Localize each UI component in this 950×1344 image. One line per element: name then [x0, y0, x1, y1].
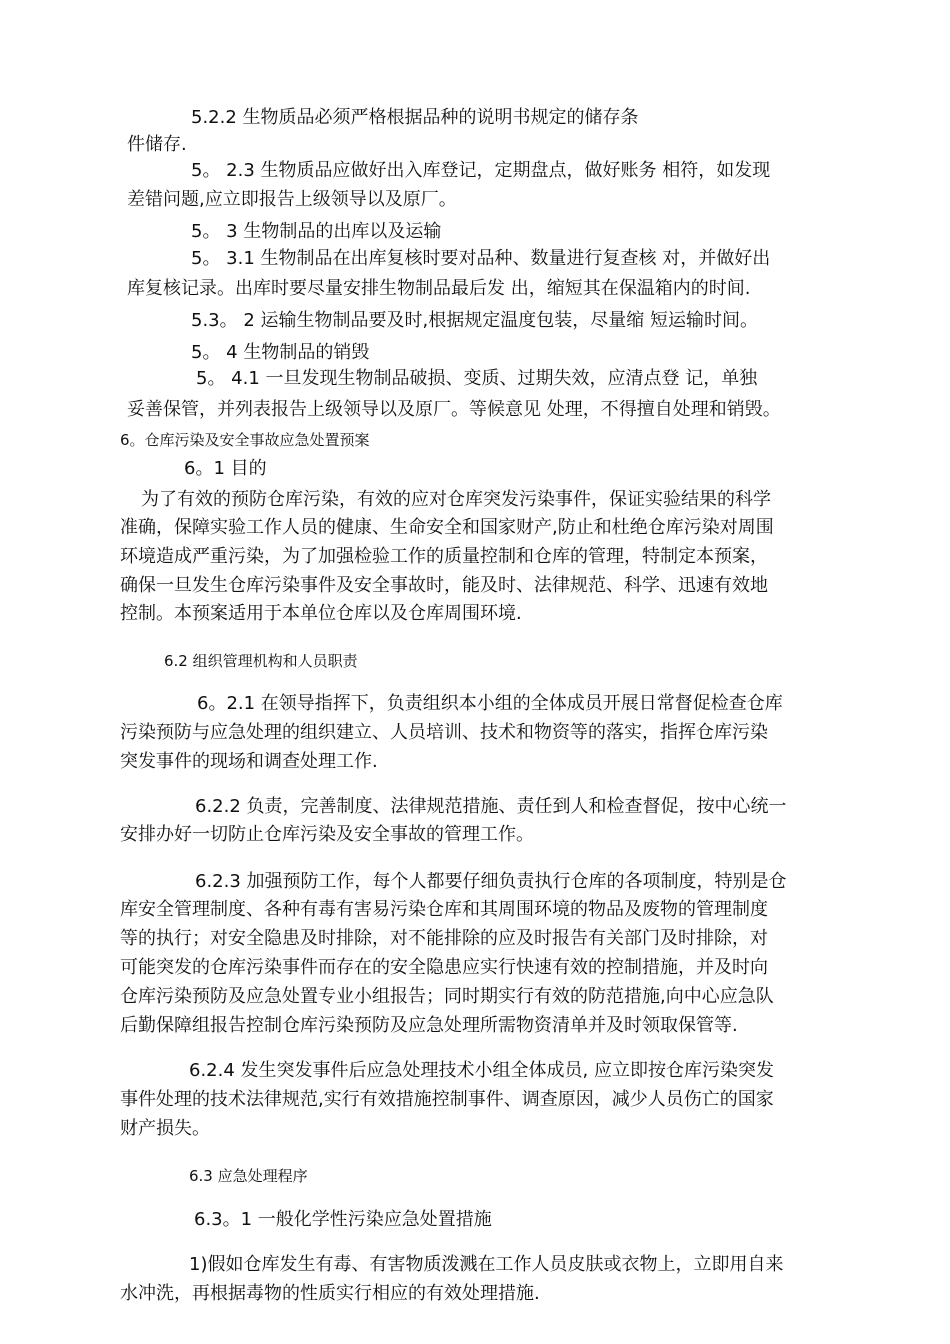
section-heading: 5。 4 生物制品的销毁: [191, 342, 370, 363]
chapter-heading: 6。仓库污染及安全事故应急处置预案: [120, 431, 370, 449]
para-line: 6.2.3 加强预防工作，每个人都要仔细负责执行仓库的各项制度，特别是仓: [195, 871, 787, 892]
para-line: 件储存.: [127, 134, 187, 155]
para-line: 1)假如仓库发生有毒、有害物质泼溅在工作人员皮肤或衣物上，立即用自来: [189, 1254, 784, 1275]
section-heading: 5。 3 生物制品的出库以及运输: [191, 221, 442, 242]
para-line: 财产损失。: [120, 1118, 210, 1139]
para-line: 可能突发的仓库污染事件而存在的安全隐患应实行快速有效的控制措施，并及时向: [120, 957, 768, 978]
para-line: 差错问题,应立即报告上级领导以及原厂。: [127, 189, 457, 210]
section-heading: 6.3 应急处理程序: [189, 1167, 308, 1185]
para-line: 等的执行；对安全隐患及时排除，对不能排除的应及时报告有关部门及时排除，对: [120, 928, 768, 949]
para-line: 库安全管理制度、各种有毒有害易污染仓库和其周围环境的物品及废物的管理制度: [120, 899, 768, 920]
para-line: 库复核记录。出库时要尽量安排生物制品最后发 出，缩短其在保温箱内的时间.: [127, 278, 751, 299]
para-line: 确保一旦发生仓库污染事件及安全事故时，能及时、法律规范、科学、迅速有效地: [120, 575, 768, 596]
para-line: 控制。本预案适用于本单位仓库以及仓库周围环境.: [120, 603, 522, 624]
section-heading: 6.2 组织管理机构和人员职责: [164, 652, 358, 670]
para-line: 仓库污染预防及应急处置专业小组报告；同时期实行有效的防范措施,向中心应急队: [120, 986, 774, 1007]
para-line: 事件处理的技术法律规范,实行有效措施控制事件、调查原因，减少人员伤亡的国家: [120, 1089, 774, 1110]
para-line: 突发事件的现场和调查处理工作.: [120, 751, 378, 772]
para-line: 5.3。 2 运输生物制品要及时,根据规定温度包装，尽量缩 短运输时间。: [191, 310, 758, 331]
para-line: 环境造成严重污染，为了加强检验工作的质量控制和仓库的管理，特制定本预案，: [120, 546, 768, 567]
para-line: 5.2.2 生物质品必须严格根据品种的说明书规定的储存条: [191, 107, 639, 128]
para-line: 后勤保障组报告控制仓库污染预防及应急处理所需物资清单并及时领取保管等.: [120, 1015, 738, 1036]
para-line: 6。2.1 在领导指挥下，负责组织本小组的全体成员开展日常督促检查仓库: [197, 693, 783, 714]
para-line: 妥善保管，并列表报告上级领导以及原厂。等候意见 处理，不得擅自处理和销毁。: [127, 399, 781, 420]
para-line: 为了有效的预防仓库污染，有效的应对仓库突发污染事件，保证实验结果的科学: [141, 489, 771, 510]
para-line: 6.2.4 发生突发事件后应急处理技术小组全体成员, 应立即按仓库污染突发: [189, 1060, 774, 1081]
para-line: 5。 4.1 一旦发现生物制品破损、变质、过期失效，应清点登 记，单独: [196, 368, 758, 389]
section-heading: 6.3。1 一般化学性污染应急处置措施: [194, 1209, 492, 1230]
para-line: 6.2.2 负责，完善制度、法律规范措施、责任到人和检查督促，按中心统一: [195, 796, 787, 817]
para-line: 安排办好一切防止仓库污染及安全事故的管理工作。: [120, 824, 534, 845]
para-line: 5。 2.3 生物质品应做好出入库登记，定期盘点，做好账务 相符，如发现: [191, 160, 771, 181]
para-line: 水冲洗，再根据毒物的性质实行相应的有效处理措施.: [120, 1283, 540, 1304]
para-line: 污染预防与应急处理的组织建立、人员培训、技术和物资等的落实，指挥仓库污染: [120, 722, 768, 743]
section-heading: 6。1 目的: [184, 458, 267, 479]
para-line: 5。 3.1 生物制品在出库复核时要对品种、数量进行复查核 对，并做好出: [191, 248, 771, 269]
para-line: 准确，保障实验工作人员的健康、生命安全和国家财产,防止和杜绝仓库污染对周围: [120, 517, 774, 538]
